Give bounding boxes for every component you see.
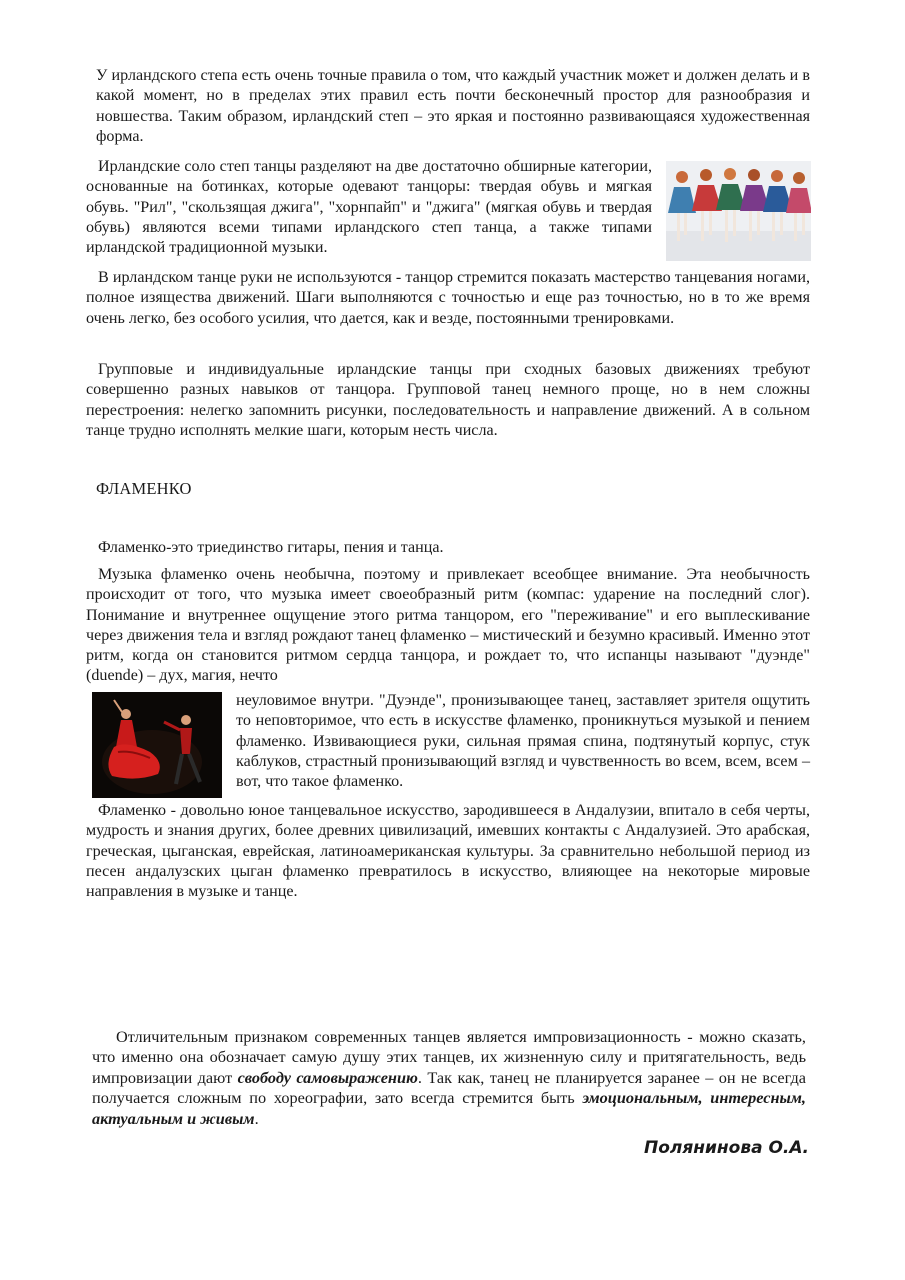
irish-paragraph-1: У ирландского степа есть очень точные правила о том, что каждый участник может и должен делать и в какой момент, но в пределах этих правил есть почти бесконечный простор для разнообразия и новшества. Таким образом, ирландский степ – это яркая и постоянно развивающаяся художественная форма. <box>96 67 810 145</box>
flamenco-paragraph-2-top: Музыка фламенко очень необычна, поэтому и привлекает всеобщее внимание. Эта необычность происходит от того, что музыка имеет своеобразный ритм (компас: ударение на последний слог). Понимание и внутреннее ощущение этого ритма танцором, его "переживание" и его выплескивание через движения тела и взгляд рождают танец фламенко – мистический и безумно красивый. Именно этот ритм, когда он становится ритмом сердца танцора, и рождает то, что испанцы называют "дуэнде" (duende) – дух, магия, нечто <box>86 566 810 685</box>
author-signature: Полянинова О.А. <box>643 1138 809 1158</box>
irish-paragraph-4: Групповые и индивидуальные ирландские танцы при сходных базовых движениях требуют совершенно разных навыков от танцора. Групповой танец немного проще, но в нем сложны перестроения: нелегко запомнить рисунки, последовательность и направление движений. А в сольном танце трудно исполнять мелкие шаги, которым несть числа. <box>86 361 810 439</box>
modern-emphasis-1: свободу самовыражению <box>237 1067 418 1087</box>
flamenco-paragraph-3: Фламенко - довольно юное танцевальное искусство, зародившееся в Андалузии, впитало в себя черты, мудрость и знания других, более древних цивилизаций, имевших контакты с Андалузией. Это арабская, греческая, цыганская, еврейская, латиноамериканская культуры. За сравнительно небольшой период из песен андалузских цыган фламенко превратилось в искусство, влияющее на некоторые мировые направления в музыке и танце. <box>86 802 810 901</box>
irish-dancers-photo <box>666 161 811 261</box>
modern-text-1: Отличительным признаком современных танцев является импровизационность - можно сказать, что именно она обозначает самую душу этих танцев, их жизненную силу и притягательность, ведь импровизации дают <box>92 1027 806 1087</box>
modern-dance-paragraph <box>92 1027 806 1129</box>
flamenco-paragraph-1: Фламенко-это триединство гитары, пения и танца. <box>98 539 444 556</box>
modern-emphasis-2: эмоциональным, интересным, актуальным и живым <box>92 1088 807 1128</box>
flamenco-paragraph-2-side: неуловимое внутри. "Дуэнде", пронизывающее танец, заставляет зрителя ощутить то неповторимое, что есть в искусстве фламенко, проникнуться музыкой и пением фламенко. Извивающиеся руки, сильная прямая спина, подтянутый корпус, стук каблуков, страстный пронизывающий взгляд и чувственность во всем, всем, всем – вот, что такое фламенко. <box>236 692 810 791</box>
modern-text-3: . <box>254 1108 259 1128</box>
irish-paragraph-3: В ирландском танце руки не используются - танцор стремится показать мастерство танцевания ногами, полное изящества движений. Шаги выполняются с точностью и еще раз точностью, но в то же время очень легко, без особого усилия, что дается, как и везде, постоянными тренировками. <box>86 269 810 327</box>
irish-paragraph-2: Ирландские соло степ танцы разделяют на две достаточно обширные категории, основанные на ботинках, которые одевают танцоры: твердая обувь и мягкая обувь. "Рил", "скользящая джига", "хорнпайп" и "джига" (мягкая обувь и твердая обувь) являются всеми типами ирландского степ танца, а также типами ирландской традиционной музыки. <box>86 158 652 257</box>
flamenco-dancers-photo <box>92 692 222 798</box>
modern-text-2: . Так как, танец не планируется заранее – он не всегда получается сложным по хореографии, зато всегда стремится быть <box>92 1067 806 1108</box>
flamenco-heading: ФЛАМЕНКО <box>96 479 192 498</box>
